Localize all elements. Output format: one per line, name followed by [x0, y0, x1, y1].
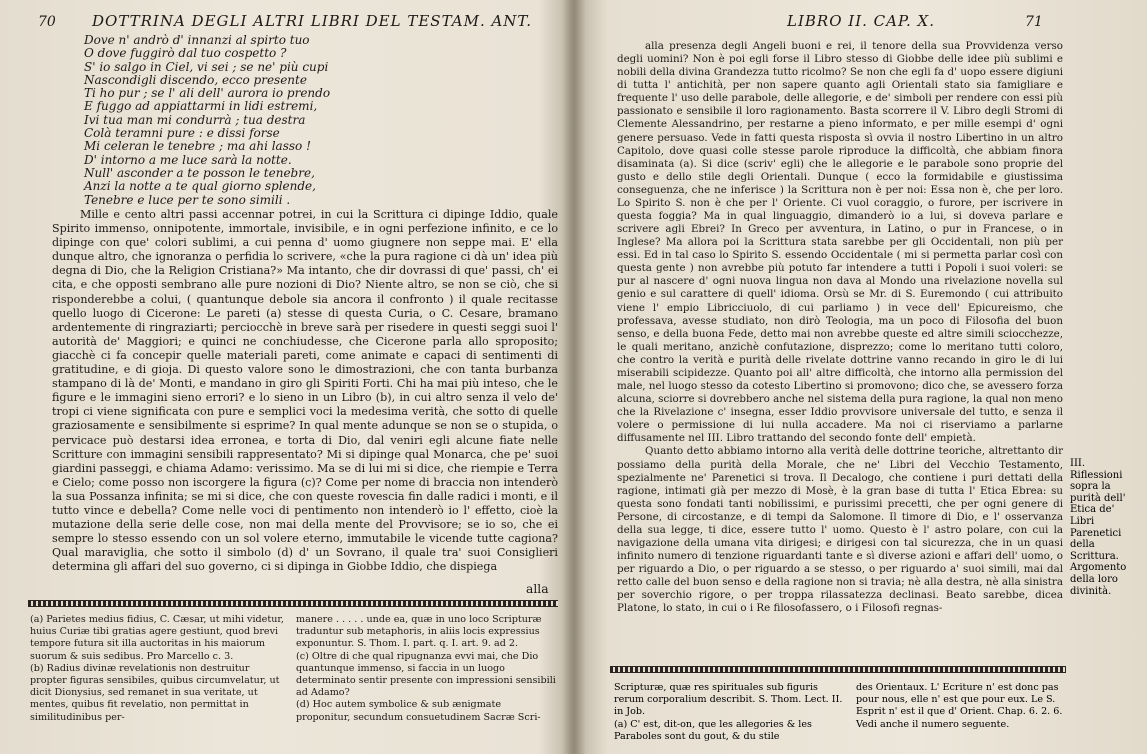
body-text	[52, 208, 558, 574]
verse-line: S' io salgo in Ciel, vi sei ; se ne' più cupi	[84, 59, 329, 74]
verse-line: Dove n' andrò d' innanzi al spirto tuo	[84, 33, 310, 47]
footnote-rule	[610, 666, 1066, 673]
catchword: alla	[526, 582, 549, 596]
verse-line: Colà teramni pure : e dissi forse	[84, 126, 280, 141]
verse-line: Null' asconder a te posson le tenebre,	[84, 165, 315, 180]
verse-line: E fuggo ad appiattarmi in lidi estremi,	[84, 99, 318, 114]
verse-line: O dove fuggirò dal tuo cospetto ?	[84, 46, 287, 61]
footnotes-column-1: (a) Parietes medius fidius, C. Cæsar, ut mihi videtur, huius Curiæ tibi gratias agere gestiunt, quod brevi tempore futura sit illa auctoritas in his maiorum suorum & suis sedibus. Pro Marcello c. 3. (b) Radius divinæ revelationis non destruitur propter figuras sensibiles, quibus circumvelatur, ut dicit Dionysius, sed remanet in sua veritate, ut mentes, quibus fit revelatio, non permittat in similitudinibus per-	[30, 614, 284, 723]
left-page	[0, 0, 570, 754]
verse-line: Ti ho pur ; se l' ali dell' aurora io prendo	[84, 86, 331, 101]
margin-note: III. Riflessioni sopra la purità dell' Etica de' Libri Parenetici della Scrittura. Argomento della loro divinità.	[1070, 458, 1127, 597]
right-page	[577, 0, 1147, 754]
verse-line: Tenebre e luce per te sono simili .	[84, 192, 291, 207]
running-header: DOTTRINA DEGLI ALTRI LIBRI DEL TESTAM. ANT.	[92, 12, 533, 30]
footnotes-column-2: manere . . . . . unde ea, quæ in uno loco Scripturæ traduntur sub metaphoris, in aliis locis expressius exponuntur. S. Thom. I. part. q. I. art. 9. ad 2. (c) Oltre di che qual ripugnanza evvi mai, che Dio quantunque immenso, si faccia in un luogo determinato sentir presente con impressioni sensibili ad Adamo? (d) Hoc autem symbolice & sub ænigmate proponitur, secundum consuetudinem Sacræ Scri-	[296, 614, 556, 723]
paragraph: Quanto detto abbiamo intorno alla verità delle dottrine teoriche, altrettanto dir possiamo della purità della Morale, che ne' Libri del Vecchio Testamento, spezialmente ne' Parenetici si trova. Il Decalogo, che contiene i puri dettati della ragione, intimati già per mezzo di Mosè, è la gran base di tutta l' Etica Ebrea: su questa sono fondati tanti nobilissimi, e purissimi precetti, che per ogni genere di Persone, di circostanze, e di tempi da Salomone. Il timore di Dio, e l' osservanza della sua legge, ti dice, essere tutto l' uomo. Questo è l' astro polare, con cui la navigazione della umana vita dirigesi; e dirigesi con tal sicurezza, che in un quasi infinito numero di tenzione riguardanti tante e sì diverse azioni e affari dell' uomo, o per riguardo a Dio, o per riguardo a se stesso, o per riguardo a' suoi simili, mai dal retto calle del buon senso e della ragione non si travia; nè alla destra, nè alla sinistra per soverchio rigore, o per troppa rilassatezza declinasi. Beato sarebbe, dicea Platone, lo stato, in cui o i Re filosofassero, o i Filosofi regnas-	[617, 445, 1063, 615]
body-text	[617, 40, 1063, 615]
paragraph: alla presenza degli Angeli buoni e rei, il tenore della sua Provvidenza verso degli uomini? Non è poi egli forse il Libro stesso di Giobbe delle idee più sublimi e nobili della divina Grandezza tutto ricolmo? Se non che egli fa d' uopo essere digiuni di tutta l' antichità, per non sapere quanto agli Orientali stato sia famigliare e frequente l' uso delle parabole, delle allegorie, e de' simboli per rendere con essi più passionato e sensibile il loro ragionamento. Basta scorrere il V. Libro degli Stromi di Clemente Alessandrino, per restarne a pieno informato, e per mille esempi d' ogni genere persuaso. Vede in fatti questa risposta sì ovvia il nostro Libertino in un altro Capitolo, dove quasi colle stesse parole riproduce la difficoltà, che abbiam finora disaminata (a). Si dice (scriv' egli) che le allegorie e le parabole sono proprie del gusto e dello stile degli Orientali. Dunque ( ecco la formidabile e giustissima conseguenza, che ne inferisce ) la Scrittura non è per noi: Essa non è, che per loro. Lo Spirito S. non è che per l' Oriente. Ci vuol coraggio, o furore, per iscrivere in questa foggia? Ma in qual linguaggio, dimanderò io a lui, si doveva parlare e scrivere agli Ebrei? In Greco per avventura, in Latino, o pur in Francese, o in Inglese? Ma allora poi la Scrittura stata sarebbe per gli Occidentali, non più per essi. Ed in tal caso lo Spirito S. essendo Occidentale ( mi si permetta parlar così con questa gente ) non avrebbe più potuto far intendere a tutti i Popoli i suoi voleri: se pur al nascere d' ogni nuova lingua non dava al Mondo una rivelazione novella sul genio e sul carattere di quell' idioma. Orsù se Mr. di S. Euremondo ( cui attribuito viene l' empio Libricciuolo, di cui parliamo ) in vece dell' Epicureismo, che professava, avesse studiato, non dirò Teologia, ma un poco di Filosofia del buon senso, e della buona Fede, detto mai non avrebbe queste ed altre simili sciocchezze, le quali meritano, anzichè confutazione, disprezzo; come lo meritano tutti coloro, che contro la verità e purità delle rivelate dottrine vanno recando in giro le di lui miserabili scipidezze. Quanto poi all' altre difficoltà, che intorno alla permission del male, nel luogo stesso da cotesto Libertino si promovono; dico che, se avessero forza alcuna, sciorre si dovrebbero anche nel sistema della pura ragione, la qual non meno che la Rivelazione c' insegna, esser Iddio provvisore universale del tutto, e senza il volere o permissione di lui nulla accadere. Ma noi ci riserviamo a parlarne diffusamente nel III. Libro trattando del secondo fonte dell' empietà.	[617, 40, 1063, 445]
paragraph: Mille e cento altri passi accennar potrei, in cui la Scrittura ci dipinge Iddio, quale Spirito immenso, onnipotente, immortale, invisibile, e in ogni perfezione infinito, e ce lo dipinge con que' colori sublimi, a cui penna d' uomo giugnere non seppe mai. E' ella dunque altro, che ignoranza o perfidia lo scrivere, «che la pura ragione ci dà un' idea più degna di Dio, che la Religion Cristiana?» Ma intanto, che dir dovrassi di que' passi, ch' ei cita, e che opposti sembrano alle pure nozioni di Dio? Niente altro, se non se ciò, che si risponderebbe a colui, ( quantunque debole sia ancora il confronto ) il quale recitasse quello luogo di Cicerone: Le pareti (a) stesse di questa Curia, o C. Cesare, bramano ardentemente di ringraziarti; perciocchè in breve sarà per risedere in questi seggi suoi l' autorità de' Maggiori; e quinci ne conchiudesse, che Cicerone parla allo sproposito; giacchè ci fa concepir quelle materiali pareti, come animate e capaci di sentimenti di gratitudine, e di gioja. Di questo valore sono le dimostrazioni, che con tanta burbanza stampano di là de' Monti, e mandano in giro gli Spiriti Forti. Chi ha mai più inteso, che le figure e le immagini sieno errori? e lo sieno in un Libro (b), in cui altro senza il velo de' tropi ci viene significata con pure e semplici voci la medesima verità, che sotto di quelle graziosamente e sensibilmente si esprime? In qual mente adunque se non se o stupida, o pervicace può destarsi idea erronea, e torta di Dio, dal veniri egli alcune fiate nelle Scritture con immagini sensibili rappresentato? Mi si dipinge qual Monarca, che pe' suoi giardini passeggi, e chiama Adamo: verissimo. Ma se di lui mi si dice, che riempie e Terra e Cielo; come posso non iscorgere la figura (c)? Come per nome di braccia non intenderò la sua Possanza infinita; se mi si dice, che con queste rovescia fin dalle radici i monti, e il tutto vince e debella? Come nelle voci di pentimento non intenderò io l' effetto, cioè la mutazione della serie delle cose, non mai della mente del Provvisore; se io so, che ei sempre lo stesso essendo con un sol volere eterno, immutabile le vicende tutte cagiona? Qual maraviglia, che sotto il simbolo (d) d' un Sovrano, il quale tra' suoi Consiglieri determina gli affari del suo governo, ci si dipinga in Giobbe Iddio, che dispiega	[52, 208, 558, 574]
verse-line: Mi celeran le tenebre ; ma ahi lasso !	[84, 139, 311, 154]
verse-line: Nascondigli discendo, ecco presente	[84, 72, 307, 87]
footnotes-column-2: des Orientaux. L' Ecriture n' est donc pas pour nous, elle n' est que pour eux. Le S. Esprit n' est il que d' Orient. Chap. 6. 2. 6. Vedi anche il numero seguente.	[856, 682, 1066, 730]
footnotes-column-1: Scripturæ, quæ res spirituales sub figuris rerum corporalium describit. S. Thom. Lect. II. in Job. (a) C' est, dit-on, que les allegories & les Paraboles sont du gout, & du stile	[614, 682, 843, 742]
psalm-verse	[84, 34, 330, 207]
page-number: 71	[1025, 14, 1043, 30]
running-header: LIBRO II. CAP. X.	[787, 12, 936, 30]
verse-line: Ivi tua man mi condurrà ; tua destra	[84, 112, 306, 127]
footnote-rule	[28, 600, 558, 607]
verse-line: Anzi la notte a te qual giorno splende,	[84, 179, 316, 194]
page-number: 70	[38, 14, 56, 30]
verse-line: D' intorno a me luce sarà la notte.	[84, 152, 292, 167]
